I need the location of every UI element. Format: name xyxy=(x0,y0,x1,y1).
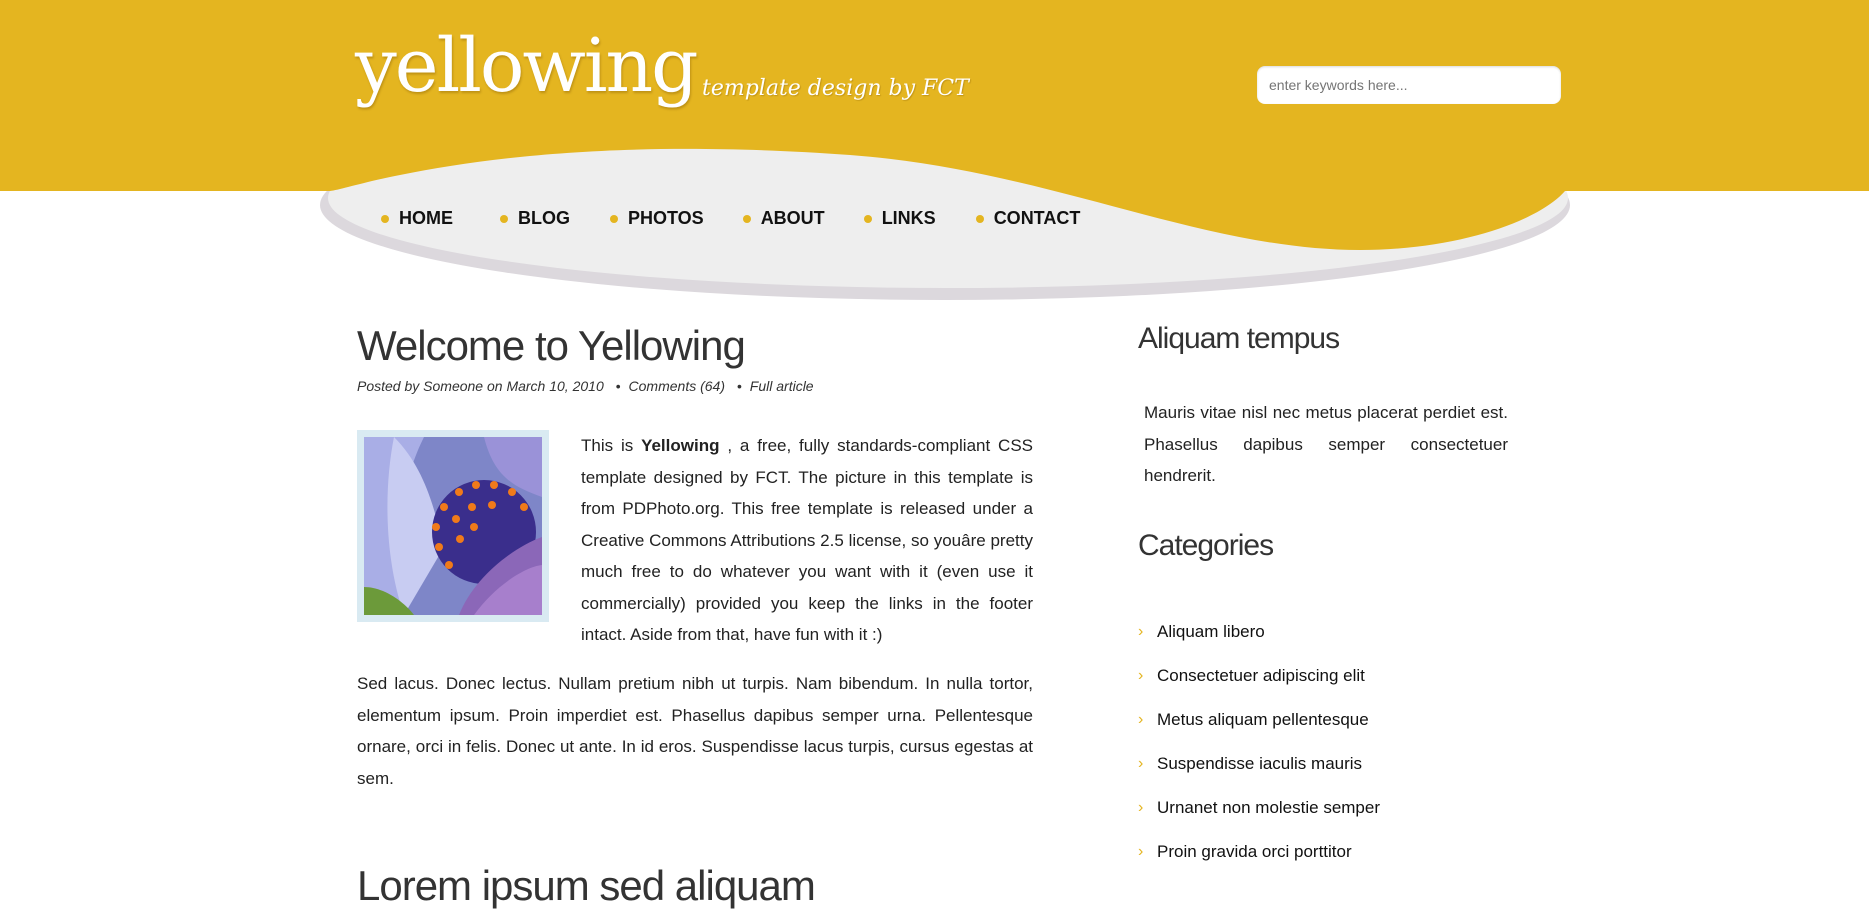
nav-item-about[interactable] xyxy=(743,208,825,229)
meta-posted-by: Posted by xyxy=(357,378,420,394)
site-tagline: template design by FCT xyxy=(702,76,969,101)
category-label: Metus aliquam pellentesque xyxy=(1157,710,1369,729)
category-label: Urnanet non molestie semper xyxy=(1157,798,1381,817)
category-item[interactable] xyxy=(1138,786,1380,830)
category-label: Suspendisse iaculis mauris xyxy=(1157,754,1363,773)
category-item[interactable] xyxy=(1138,830,1380,874)
post-paragraph: Sed lacus. Donec lectus. Nullam pretium nibh ut turpis. Nam bibendum. In nulla tortor, elementum ipsum. Proin imperdiet est. Phasellus dapibus semper urna. Pellentesque ornare, orci in felis. Donec ut ante. In id eros. Suspendisse lacus turpis, cursus egestas at sem. xyxy=(357,674,1033,788)
sidebar-text: Mauris vitae nisl nec metus placerat perdiet est. Phasellus dapibus semper consectetuer hendrerit. xyxy=(1144,403,1508,485)
categories-list xyxy=(1138,610,1380,874)
categories-heading: Categories xyxy=(1138,529,1274,562)
post-intro xyxy=(581,430,1033,651)
post-thumbnail xyxy=(357,430,549,622)
meta-full-article-link[interactable]: Full article xyxy=(749,378,814,394)
category-label: Aliquam libero xyxy=(1157,622,1265,641)
nav-item-photos[interactable] xyxy=(610,208,704,229)
nav-label: PHOTOS xyxy=(628,208,704,228)
bullet-icon xyxy=(743,215,751,223)
nav-label: BLOG xyxy=(518,208,570,228)
bullet-icon xyxy=(976,215,984,223)
category-item[interactable] xyxy=(1138,610,1380,654)
chevron-right-icon: › xyxy=(1138,623,1144,640)
meta-author-link[interactable]: Someone xyxy=(423,378,484,394)
search-input[interactable] xyxy=(1257,66,1561,104)
chevron-right-icon: › xyxy=(1138,843,1144,860)
main-nav xyxy=(381,208,1080,229)
category-item[interactable] xyxy=(1138,742,1380,786)
category-item[interactable] xyxy=(1138,654,1380,698)
category-label: Consectetuer adipiscing elit xyxy=(1157,666,1365,685)
meta-date: on March 10, 2010 xyxy=(486,378,604,394)
chevron-right-icon: › xyxy=(1138,755,1144,772)
category-item[interactable] xyxy=(1138,698,1380,742)
post-title[interactable]: Welcome to Yellowing xyxy=(357,322,745,369)
nav-item-contact[interactable] xyxy=(976,208,1081,229)
nav-label: ABOUT xyxy=(760,208,825,228)
nav-label: LINKS xyxy=(881,208,936,228)
meta-separator: • xyxy=(736,378,742,394)
bullet-icon xyxy=(381,215,389,223)
nav-label: HOME xyxy=(399,208,453,228)
header-wave xyxy=(0,0,1869,320)
meta-comments-link[interactable]: Comments (64) xyxy=(628,378,725,394)
bullet-icon xyxy=(610,215,618,223)
nav-item-links[interactable] xyxy=(864,208,936,229)
site-logo[interactable]: yellowing xyxy=(355,23,697,109)
chevron-right-icon: › xyxy=(1138,799,1144,816)
meta-separator: • xyxy=(615,378,621,394)
chevron-right-icon: › xyxy=(1138,667,1144,684)
flower-image xyxy=(364,437,542,615)
sidebar-heading: Aliquam tempus xyxy=(1138,322,1340,355)
bullet-icon xyxy=(500,215,508,223)
bullet-icon xyxy=(864,215,872,223)
nav-label: CONTACT xyxy=(993,208,1081,228)
nav-item-home[interactable] xyxy=(381,208,453,229)
nav-item-blog[interactable] xyxy=(500,208,570,229)
next-post-title[interactable]: Lorem ipsum sed aliquam xyxy=(357,862,815,909)
intro-bold: Yellowing xyxy=(641,436,720,455)
intro-text-rest: , a free, fully standards-compliant CSS template designed by FCT. The picture in this template is from PDPhoto.org. This free template is released under a Creative Commons Attributions 2.5 license, so youâre pretty much free to do whatever you want with it (even use it commercially) provided you keep the links in the footer intact. Aside from that, have fun with it :) xyxy=(581,436,1033,644)
category-label: Proin gravida orci porttitor xyxy=(1157,842,1352,861)
intro-text-start: This is xyxy=(581,436,642,455)
chevron-right-icon: › xyxy=(1138,711,1144,728)
post-meta xyxy=(357,378,814,394)
